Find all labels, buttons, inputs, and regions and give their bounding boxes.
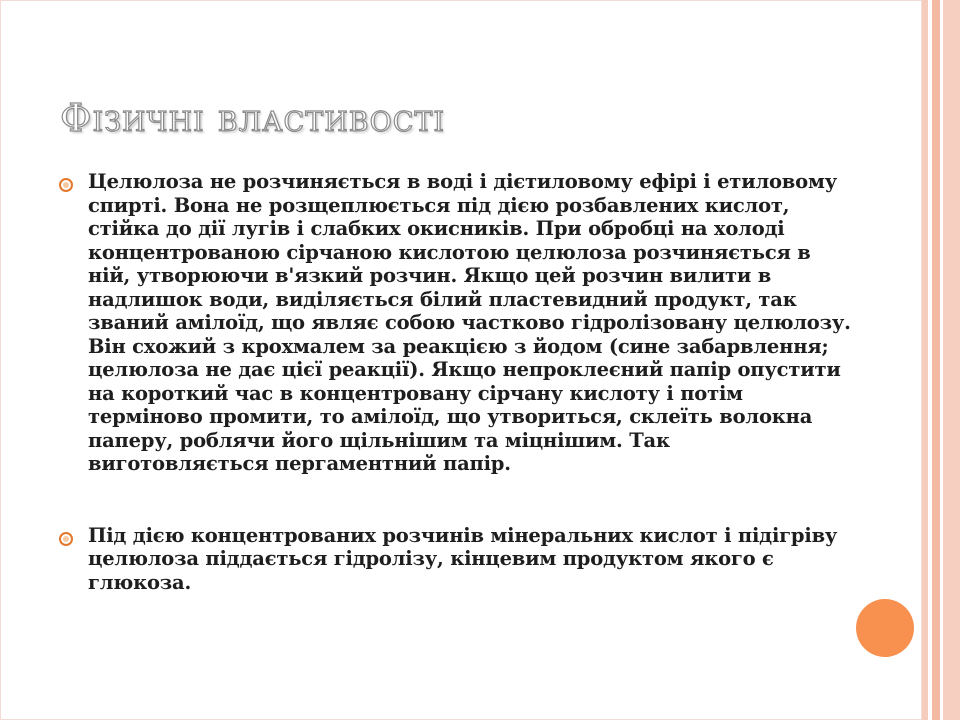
decor-stripe bbox=[932, 0, 940, 720]
slide-content bbox=[56, 170, 856, 594]
bullet-text: Під дією концентрованих розчинів мінеральних кислот і підігріву целюлоза піддається гідролізу, кінцевим продуктом якого є глюкоза. bbox=[88, 523, 838, 594]
circle-bullet-icon bbox=[59, 178, 73, 192]
decor-stripe bbox=[943, 0, 960, 720]
circle-bullet-icon bbox=[59, 532, 73, 546]
accent-circle-decor bbox=[856, 599, 914, 657]
bullet-item bbox=[56, 170, 856, 476]
bullet-item bbox=[56, 524, 856, 595]
bullet-text: Целюлоза не розчиняється в воді і дієтиловому ефірі і етиловому спирті. Вона не розщеплюється під дією розбавлених кислот, стійка до дії лугів і слабких окисників. При обробці на холоді концентрованою сірчаною кислотою целюлоза розчиняється в ній, утворюючи в'язкий розчин. Якщо цей розчин вилити в надлишок води, виділяється білий пластевидний продукт, так званий амілоїд, що являє собою частково гідролізовану целюлозу. Він схожий з крохмалем за реакцією з йодом (сине забарвлення; целюлоза не дає цієї реакції). Якщо непроклеєний папір опустити на короткий час в концентровану сірчану кислоту і потім терміново промити, то амілоїд, що утвориться, склеїть волокна паперу, роблячи його щільнішим та міцнішим. Так виготовляється пергаментний папір. bbox=[88, 170, 851, 475]
slide-title: Фізичні властивості bbox=[60, 96, 446, 140]
